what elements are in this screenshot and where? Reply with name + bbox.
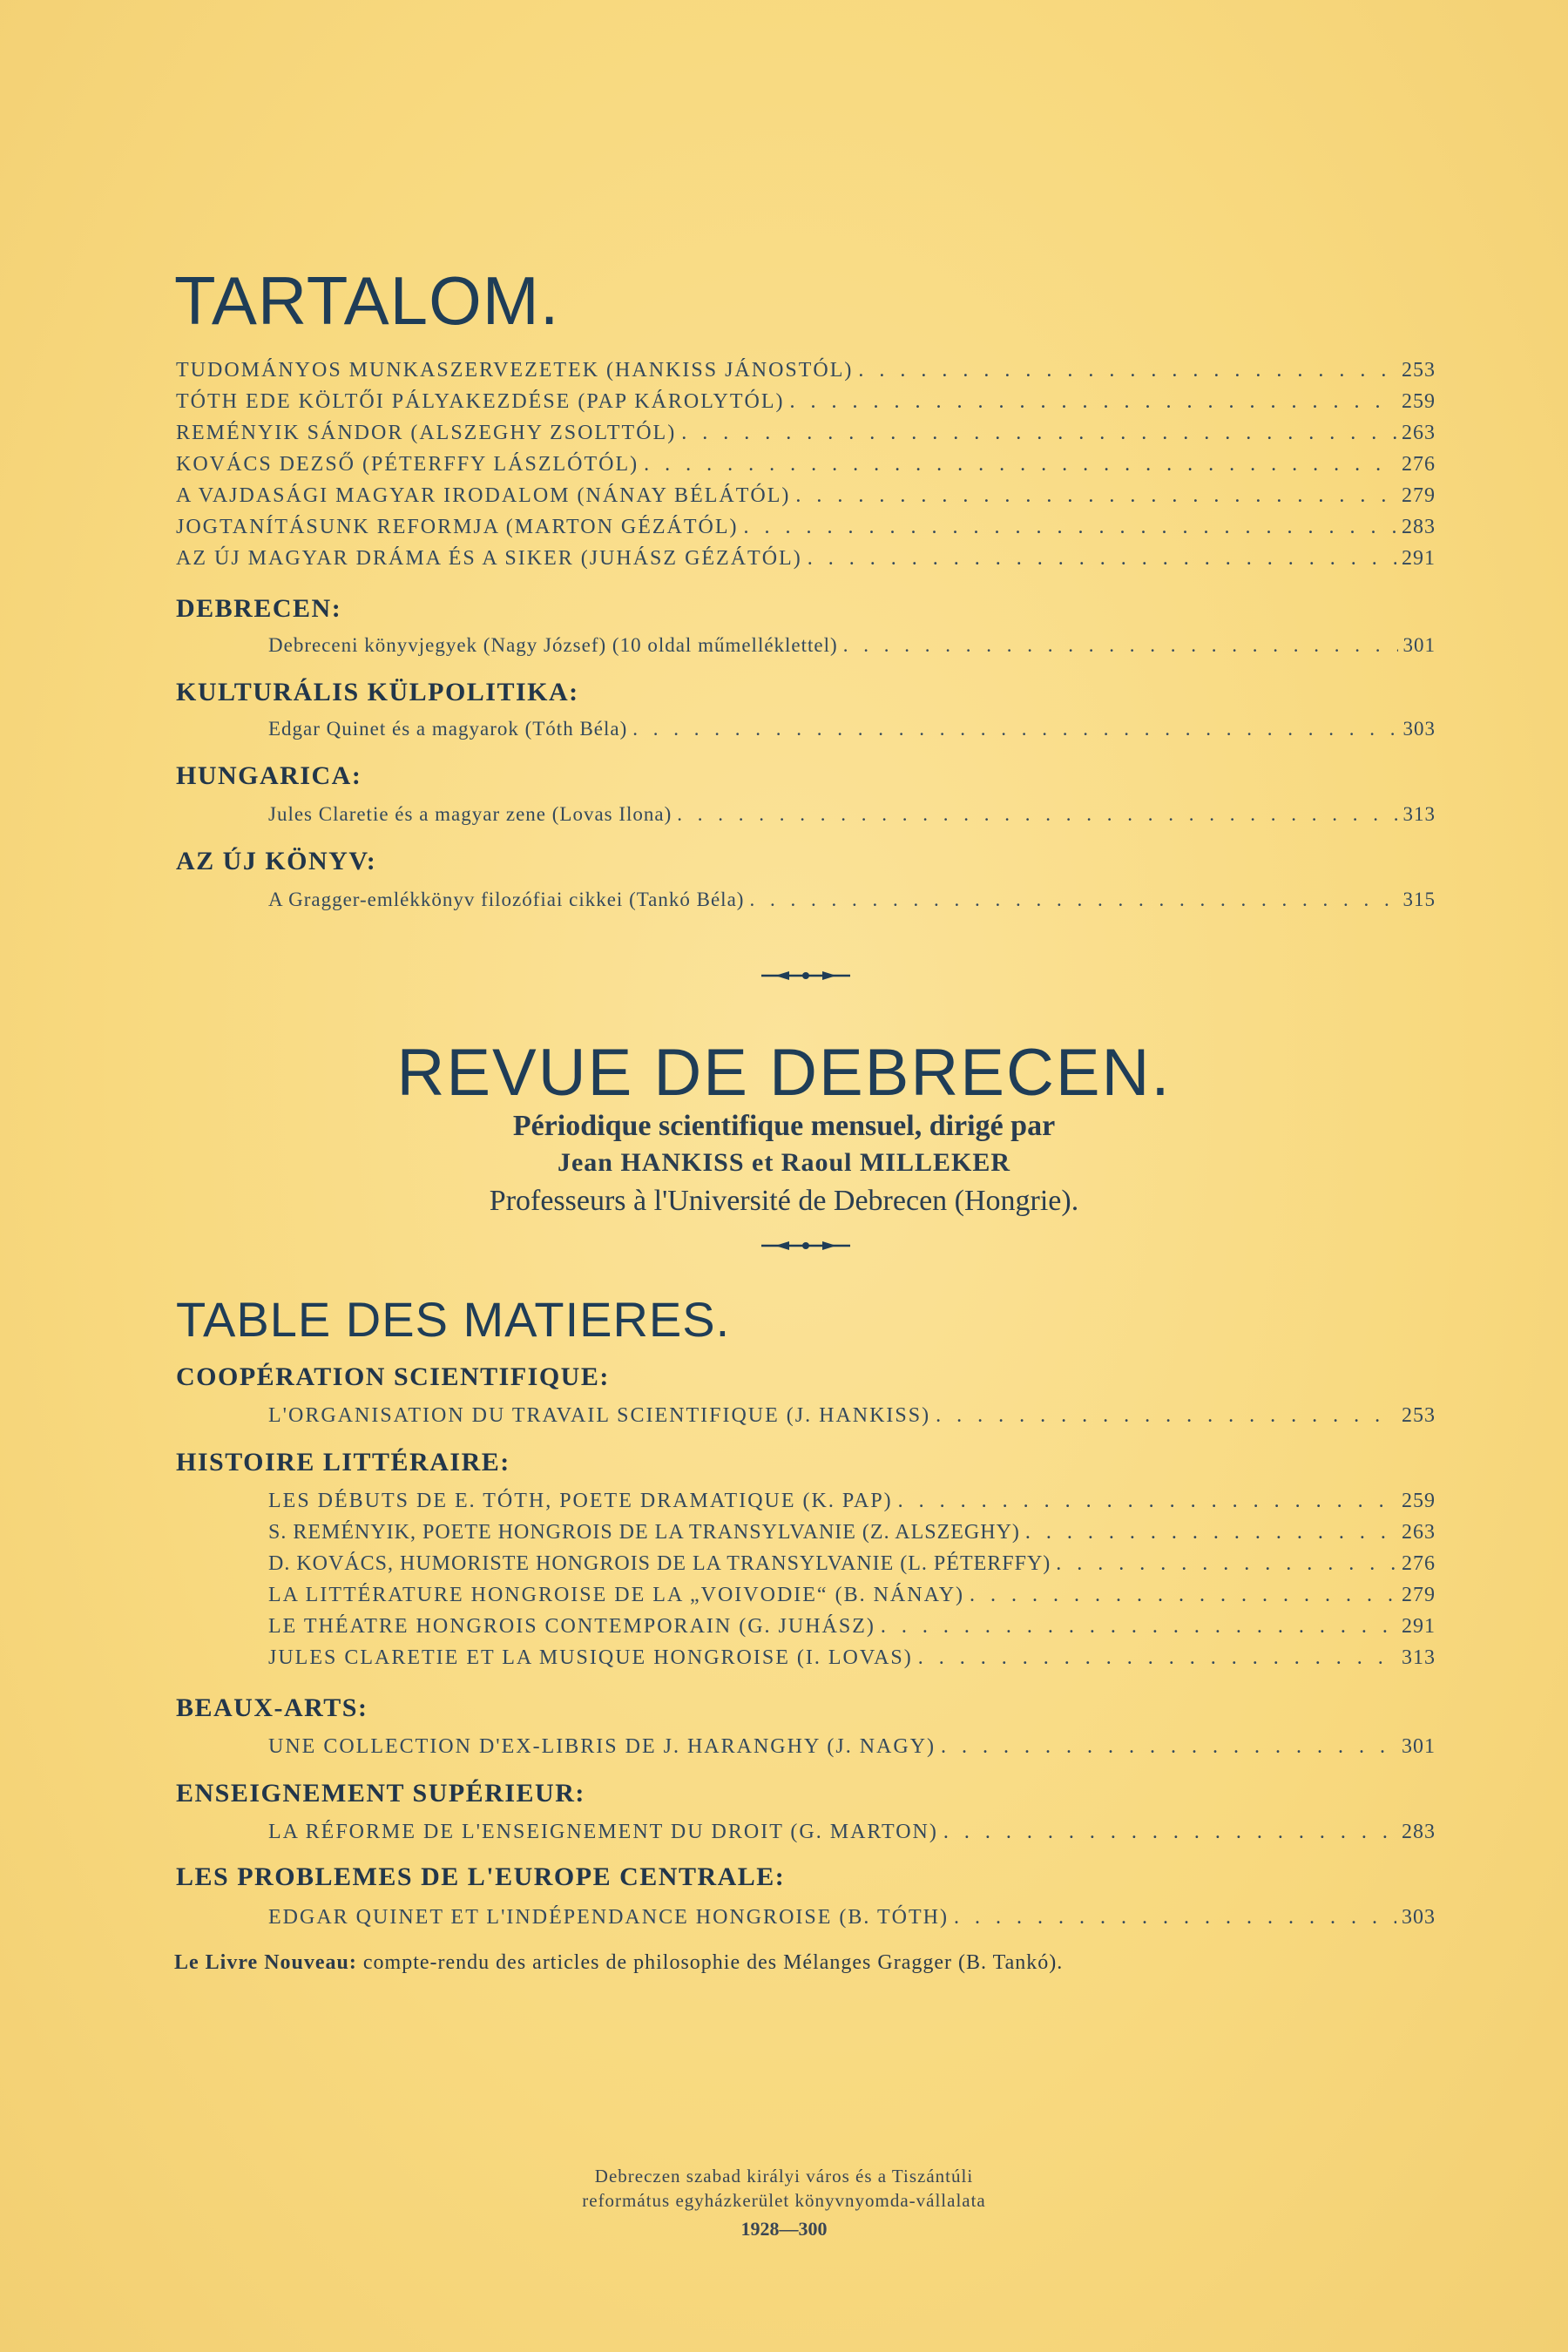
entry-page: 283 (1402, 516, 1436, 538)
ornament-divider-icon (758, 969, 854, 983)
note-label: Le Livre Nouveau: (174, 1951, 357, 1974)
entry-title: REMÉNYIK SÁNDOR (ALSZEGHY ZSOLTTÓL) (176, 422, 677, 444)
imprint-line: Debreczen szabad királyi város és a Tiszántúli (594, 2166, 974, 2186)
section-item (268, 718, 1436, 740)
tartalom-entry (176, 359, 1436, 382)
revue-affiliation: Professeurs à l'Université de Debrecen (Hongrie). (489, 1185, 1079, 1217)
item-title: LE THÉATRE HONGROIS CONTEMPORAIN (G. JUHÁSZ) (268, 1615, 875, 1638)
entry-page: 253 (1402, 359, 1436, 382)
entry-title: KOVÁCS DEZSŐ (PÉTERFFY LÁSZLÓTÓL) (176, 453, 639, 476)
tartalom-entry (176, 547, 1436, 571)
item-title: Jules Claretie és a magyar zene (Lovas Ilona) (268, 803, 672, 825)
section-item (268, 803, 1436, 826)
entry-page: 279 (1402, 484, 1436, 507)
section-heading-enseignement: ENSEIGNEMENT SUPÉRIEUR: (176, 1779, 585, 1808)
item-page: 303 (1402, 1906, 1436, 1929)
section-item (268, 889, 1436, 911)
item-page: 253 (1402, 1404, 1436, 1427)
revue-subtitle: Périodique scientifique mensuel, dirigé par (512, 1110, 1056, 1142)
item-title: EDGAR QUINET ET L'INDÉPENDANCE HONGROISE (B. TÓTH) (268, 1906, 949, 1929)
item-page: 313 (1402, 803, 1436, 825)
entry-title: AZ ÚJ MAGYAR DRÁMA ÉS A SIKER (JUHÁSZ GÉZÁTÓL) (176, 547, 802, 570)
item-title: Edgar Quinet és a magyarok (Tóth Béla) (268, 718, 628, 740)
entry-page: 259 (1402, 390, 1436, 413)
section-heading-hungarica: HUNGARICA: (176, 761, 362, 790)
section-item (268, 1906, 1436, 1930)
item-page: 276 (1402, 1552, 1436, 1575)
section-item (268, 1490, 1436, 1513)
ornament-divider-icon (758, 1239, 854, 1253)
note-text: compte-rendu des articles de philosophie des Mélanges Gragger (B. Tankó). (362, 1951, 1064, 1974)
section-item (268, 1646, 1436, 1670)
item-page: 263 (1402, 1521, 1436, 1544)
imprint-year: 1928—300 (740, 2218, 828, 2240)
item-title: S. REMÉNYIK, POETE HONGROIS DE LA TRANSYLVANIE (Z. ALSZEGHY) (268, 1521, 1020, 1544)
section-item (268, 1521, 1436, 1544)
entry-title: JOGTANÍTÁSUNK REFORMJA (MARTON GÉZÁTÓL) (176, 516, 739, 538)
section-item (268, 1404, 1436, 1428)
section-heading-cooperation: COOPÉRATION SCIENTIFIQUE: (176, 1362, 610, 1391)
entry-page: 263 (1402, 422, 1436, 444)
table-title: TABLE DES MATIERES. (176, 1292, 731, 1347)
item-page: 313 (1402, 1646, 1436, 1669)
item-title: JULES CLARETIE ET LA MUSIQUE HONGROISE (I. LOVAS) (268, 1646, 913, 1669)
item-title: LA RÉFORME DE L'ENSEIGNEMENT DU DROIT (G. MARTON) (268, 1821, 938, 1843)
item-page: 301 (1402, 634, 1436, 656)
section-item (268, 1615, 1436, 1639)
imprint-line: református egyházkerület könyvnyomda-vállalata (582, 2190, 986, 2211)
entry-title: TUDOMÁNYOS MUNKASZERVEZETEK (HANKISS JÁNOSTÓL) (176, 359, 854, 382)
item-title: A Gragger-emlékkönyv filozófiai cikkei (Tankó Béla) (268, 889, 745, 910)
tartalom-entry (176, 390, 1436, 414)
tartalom-entry (176, 484, 1436, 508)
section-heading-beaux-arts: BEAUX-ARTS: (176, 1693, 368, 1722)
item-page: 301 (1402, 1735, 1436, 1758)
item-page: 283 (1402, 1821, 1436, 1843)
tartalom-entry (176, 422, 1436, 445)
section-item (268, 1552, 1436, 1576)
revue-title: REVUE DE DEBRECEN. (396, 1036, 1172, 1110)
entry-title: TÓTH EDE KÖLTŐI PÁLYAKEZDÉSE (PAP KÁROLYTÓL) (176, 390, 785, 413)
item-page: 291 (1402, 1615, 1436, 1638)
item-title: LES DÉBUTS DE E. TÓTH, POETE DRAMATIQUE (K. PAP) (268, 1490, 893, 1512)
entry-page: 291 (1402, 547, 1436, 570)
item-page: 279 (1402, 1584, 1436, 1606)
item-title: UNE COLLECTION D'EX-LIBRIS DE J. HARANGHY (J. NAGY) (268, 1735, 936, 1758)
section-item (268, 1735, 1436, 1759)
entry-title: A VAJDASÁGI MAGYAR IRODALOM (NÁNAY BÉLÁTÓL) (176, 484, 791, 507)
section-item (268, 634, 1436, 657)
section-heading-kulturalis: KULTURÁLIS KÜLPOLITIKA: (176, 678, 579, 706)
section-heading-histoire: HISTOIRE LITTÉRAIRE: (176, 1448, 510, 1477)
item-page: 303 (1402, 718, 1436, 740)
item-page: 315 (1402, 889, 1436, 910)
item-title: Debreceni könyvjegyek (Nagy József) (10 oldal műmelléklettel) (268, 634, 838, 656)
entry-page: 276 (1402, 453, 1436, 476)
section-item (268, 1821, 1436, 1844)
tartalom-entry (176, 516, 1436, 539)
section-heading-problemes: LES PROBLEMES DE L'EUROPE CENTRALE: (176, 1862, 786, 1891)
tartalom-title: TARTALOM. (174, 262, 560, 339)
item-page: 259 (1402, 1490, 1436, 1512)
section-heading-debrecen: DEBRECEN: (176, 594, 342, 623)
section-item (268, 1584, 1436, 1607)
section-heading-uj-konyv: AZ ÚJ KÖNYV: (176, 847, 377, 875)
item-title: L'ORGANISATION DU TRAVAIL SCIENTIFIQUE (J. HANKISS) (268, 1404, 931, 1427)
item-title: D. KOVÁCS, HUMORISTE HONGROIS DE LA TRANSYLVANIE (L. PÉTERFFY) (268, 1552, 1051, 1575)
livre-nouveau-note (174, 1951, 1063, 1975)
tartalom-entry (176, 453, 1436, 476)
item-title: LA LITTÉRATURE HONGROISE DE LA „VOIVODIE“ (B. NÁNAY) (268, 1584, 965, 1606)
revue-editors: Jean HANKISS et Raoul MILLEKER (557, 1148, 1011, 1177)
